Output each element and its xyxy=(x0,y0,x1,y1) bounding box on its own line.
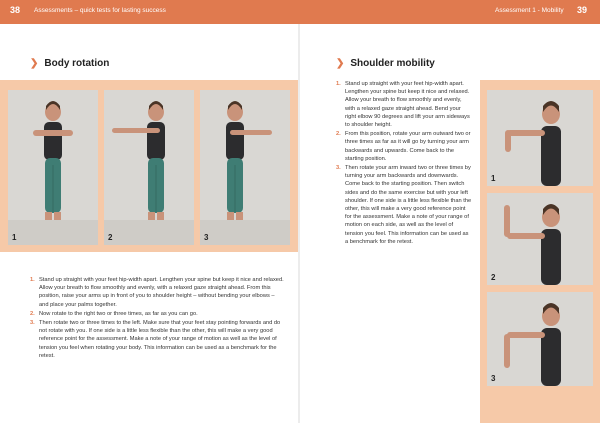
left-page-number: 38 xyxy=(10,5,21,15)
step-number: 2. xyxy=(30,310,35,317)
step-number: 1. xyxy=(30,277,35,283)
step-item xyxy=(336,164,472,246)
right-page-number: 39 xyxy=(577,5,588,15)
page-gutter xyxy=(298,24,300,423)
step-text: Stand up straight with your feet hip-width apart. Lengthen your spine but keep it nice and relaxed. Allow your breath to flow smoothly and evenly, with a relaxed gaze straight ahead. Bend your right elbow 90 degrees and lift your arm sideways to shoulder height. xyxy=(345,81,470,129)
photo-label: 1 xyxy=(491,174,496,183)
photo-label: 3 xyxy=(204,233,209,242)
shoulder-photo-3 xyxy=(487,292,593,386)
body-rotation-steps xyxy=(30,276,285,361)
step-item xyxy=(30,310,285,318)
step-text: From this position, rotate your arm outward two or three times as far as it will go by turning your arm backwards and upwards. Come back to the starting position. xyxy=(345,131,471,162)
step-item xyxy=(336,130,472,163)
step-number: 1. xyxy=(336,81,341,87)
step-item xyxy=(336,80,472,129)
step-text: Now rotate to the right two or three times, as far as you can go. xyxy=(39,310,198,317)
photo-label: 3 xyxy=(491,374,496,383)
step-item xyxy=(30,276,285,309)
body-rotation-photo-1 xyxy=(8,90,98,245)
step-item xyxy=(30,319,285,360)
chevron-right-icon: ❯ xyxy=(30,58,39,69)
shoulder-mobility-title: Shoulder mobility xyxy=(350,58,435,69)
step-text: Stand up straight with your feet hip-width apart. Lengthen your spine but keep it nice and relaxed. Allow your breath to flow smoothly and evenly, with a relaxed gaze straight ahead. From this position, raise your arms up in front of you to shoulder height – without bending your elbows – and place your palms together. xyxy=(39,277,284,308)
photo-label: 1 xyxy=(12,233,17,242)
shoulder-photo-1 xyxy=(487,90,593,186)
body-rotation-title: Body rotation xyxy=(44,58,110,69)
step-text: Then rotate your arm inward two or three times by turning your arm backwards and downwards. Come back to the starting position. Then switch sides and do the same exercise but with your left shoulder. If one side is a little less flexible than the other, this will make a very good reference point for the assessment. Make a note of your range of motion on each side, as well as the level of tension you feel. This information can be used as a benchmark for the retest. xyxy=(345,165,472,245)
body-rotation-photo-3 xyxy=(200,90,290,245)
step-number: 3. xyxy=(30,320,35,327)
left-running-title: Assessments – quick tests for lasting success xyxy=(34,7,166,14)
shoulder-mobility-heading xyxy=(336,58,435,69)
page-header xyxy=(0,0,600,24)
photo-label: 2 xyxy=(108,233,113,242)
photo-label: 2 xyxy=(491,273,496,282)
body-rotation-heading xyxy=(30,58,109,69)
body-rotation-photo-2 xyxy=(104,90,194,245)
step-number: 2. xyxy=(336,131,341,138)
shoulder-mobility-steps xyxy=(336,80,472,247)
chevron-right-icon: ❯ xyxy=(336,58,345,69)
step-text: Then rotate two or three times to the left. Make sure that your feet stay pointing forwards and do not rotate with you. If one side is a little less flexible than the other, this will make a very good reference point for the assessment. Make a note of your range of motion as well as the level of tension you feel when rotating your body. This information can be used as a benchmark for the retest. xyxy=(39,320,281,359)
shoulder-photo-2 xyxy=(487,193,593,285)
step-number: 3. xyxy=(336,165,341,172)
right-running-title: Assessment 1 - Mobility xyxy=(495,7,564,14)
